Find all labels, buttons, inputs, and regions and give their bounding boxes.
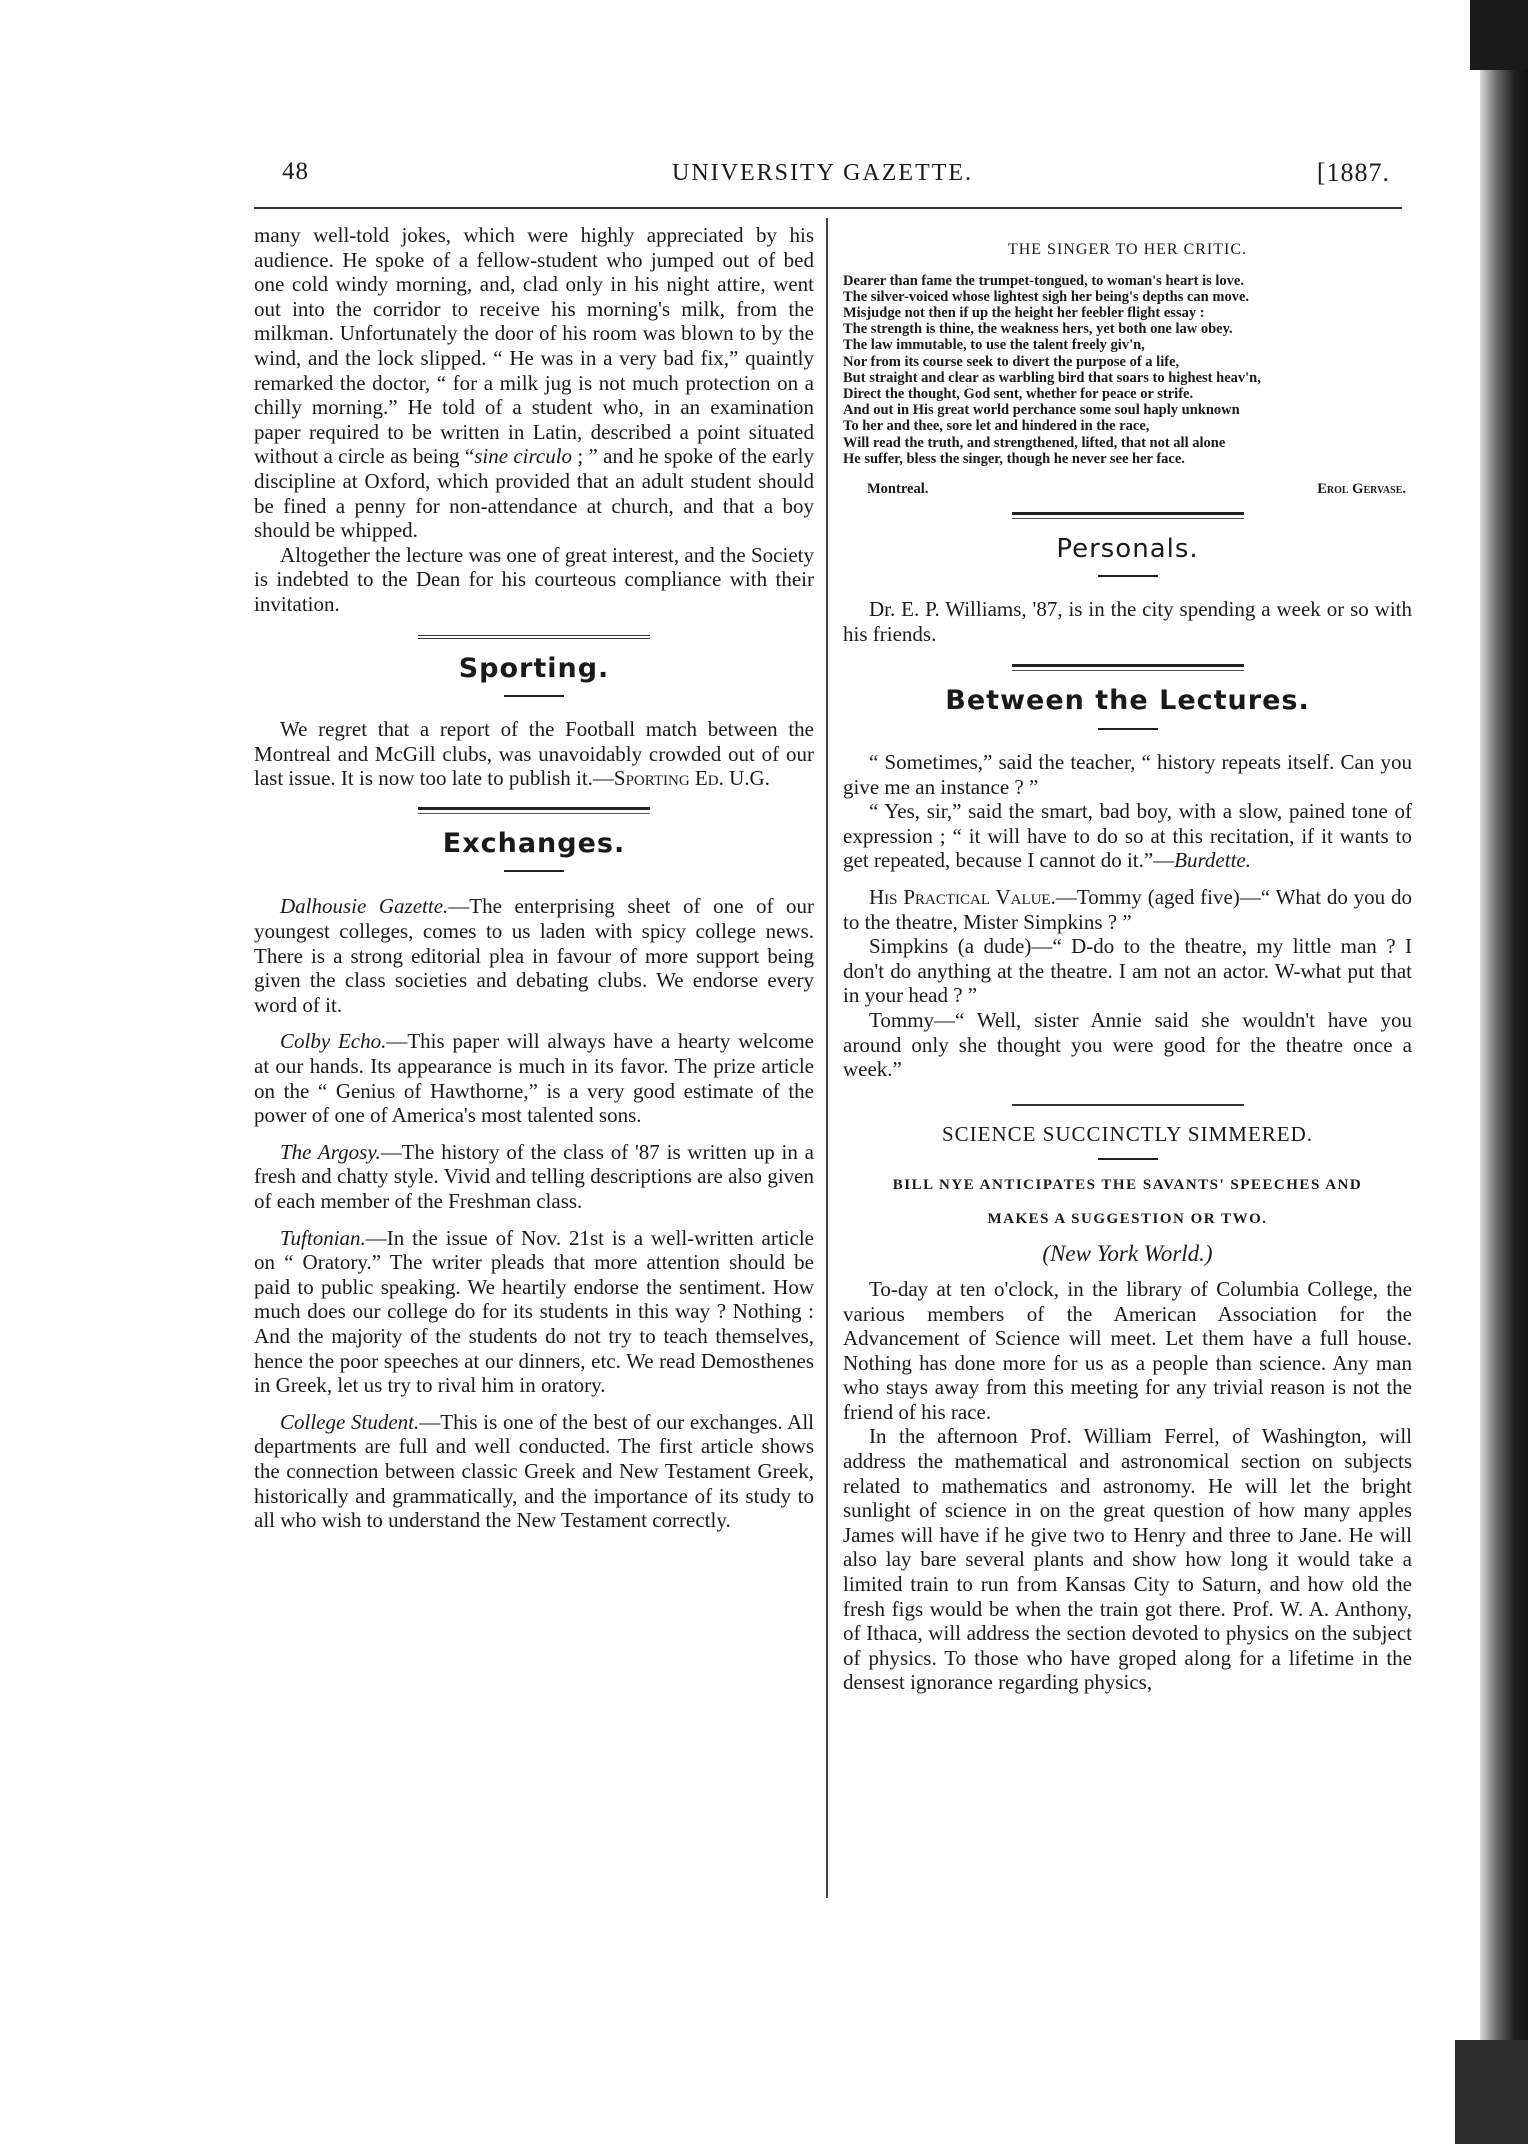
science-heading: SCIENCE SUCCINCTLY SIMMERED. — [941, 1121, 1314, 1146]
sporting-paragraph — [254, 717, 814, 791]
exchange-name: College Student. — [280, 1409, 420, 1434]
exchange-name: Tuftonian. — [280, 1225, 366, 1250]
poem-line: The silver-voiced whose lightest sigh her being's depths can move. — [843, 288, 1250, 305]
science-paragraph: To-day at ten o'clock, in the library of Columbia College, the various members of the American Association for the Advancement of Science will meet. Let them have a full house. Nothing has done more for us as a people than science. Any man who stays away from this meeting for any trivial reason is not the friend of his race. — [843, 1276, 1412, 1424]
science-subheading: MAKES A SUGGESTION OR TWO. — [987, 1211, 1268, 1228]
poem-line: To her and thee, sore let and hindered in the race, — [843, 418, 1150, 435]
poem-signature — [867, 477, 1406, 502]
lectures-text: “ Yes, sir,” said the smart, bad boy, with a slow, pained tone of expression ; “ it will have to do so at this recitation, if it wants to get repeated, because I cannot do it.”— — [843, 799, 1412, 873]
personals-heading: Personals. — [1056, 533, 1199, 564]
poem-place: Montreal. — [867, 481, 929, 498]
science-paragraph: In the afternoon Prof. William Ferrel, of Washington, will address the mathematical and astronomical section on subjects related to mathematics and astronomy. He will let the bright sunlight of science in on the great question of how many apples James will have if he give two to Henry and three to Jane. He will also lay bare several plants and show how long it would take a limited train to run from Kansas City to Saturn, and how old the fresh figs would be when the train got there. Prof. W. A. Anthony, of Ithaca, will address the section devoted to physics on the subject of physics. To those who have groped along for a lifetime in the densest ignorance regarding physics, — [843, 1424, 1412, 1695]
poem-title: THE SINGER TO HER CRITIC. — [1007, 241, 1248, 258]
left-column — [254, 223, 814, 1533]
poem-line: Misjudge not then if up the height her feebler flight essay : — [843, 305, 1205, 321]
sporting-signature: Sporting Ed. U.G. — [613, 766, 770, 791]
section-rule — [418, 635, 650, 639]
poem-body — [843, 273, 1412, 467]
exchange-name: Colby Echo. — [280, 1029, 387, 1054]
poem-author: Erol Gervase. — [1317, 481, 1406, 498]
section-rule — [1012, 1104, 1244, 1106]
sporting-text: We regret that a report of the Football match between the Montreal and McGill clubs, was unavoidably crowded out of our last issue. It is now too late to publish it.— — [254, 717, 814, 791]
exchange-text: —This is one of the best of our exchanges. All departments are full and well conducted. The first article shows the connection between classic Greek and New Testament Greek, historically and grammatically, and the importance of its study to all who wish to understand the New Testament correctly. — [254, 1409, 814, 1533]
quote-source: Burdette. — [1174, 848, 1251, 873]
poem-line: And out in His great world perchance some soul haply unknown — [843, 402, 1240, 419]
exchange-text: —This paper will always have a hearty welcome at our hands. Its appearance is much in its favor. The prize article on the “ Genius of Hawthorne,” is a very good estimate of the power of one of America's most talented sons. — [254, 1029, 814, 1128]
exchange-entry — [254, 1226, 814, 1398]
poem-line: Nor from its course seek to divert the purpose of a life, — [843, 353, 1180, 370]
column-divider — [826, 218, 828, 1898]
exchange-entry — [254, 894, 814, 1017]
poem-line: Dearer than fame the trumpet-tongued, to woman's heart is love. — [843, 272, 1244, 289]
anecdote-title: His Practical Value. — [869, 884, 1056, 909]
latin-phrase: sine circulo — [474, 444, 573, 469]
lecture-report-text-end: ; ” and he spoke of the early discipline at Oxford, which provided that an adult student should be fined a penny for non-attendance at church, and that a boy should be whipped. — [254, 444, 814, 543]
section-rule — [418, 807, 650, 814]
lecture-closing-paragraph: Altogether the lecture was one of great interest, and the Society is indebted to the Dean for his courteous compliance with their invitation. — [254, 542, 814, 616]
science-subheading: BILL NYE ANTICIPATES THE SAVANTS' SPEECHES AND — [892, 1177, 1363, 1194]
page-edge-shadow — [1470, 0, 1528, 70]
poem-line: But straight and clear as warbling bird that soars to highest heav'n, — [843, 369, 1261, 386]
right-column — [843, 232, 1412, 1695]
lectures-paragraph: Simpkins (a dude)—“ D-do to the theatre, my little man ? I don't do anything at the theatre. I am not an actor. W-what put that in your head ? ” — [843, 934, 1412, 1008]
exchange-text: —The history of the class of '87 is written up in a fresh and chatty style. Vivid and telling descriptions are also given of each member of the Freshman class. — [254, 1139, 814, 1213]
exchange-text: —In the issue of Nov. 21st is a well-written article on “ Oratory.” The writer pleads that more attention should be paid to public speaking. We heartily endorse the sentiment. How much does our college do for its students in this way ? Nothing : And the majority of the students do not try to teach themselves, hence the poor speeches at our dinners, etc. We read Demosthenes in Greek, let us try to rival him in oratory. — [254, 1225, 814, 1398]
lectures-paragraph — [843, 885, 1412, 934]
exchange-entry — [254, 1029, 814, 1127]
page-edge-shadow — [1455, 2040, 1528, 2144]
page-number: 48 — [282, 158, 309, 185]
header-rule — [254, 207, 1402, 209]
lectures-paragraph: Tommy—“ Well, sister Annie said she wouldn't have you around only she thought you were good for the theatre once a week.” — [843, 1007, 1412, 1082]
section-rule — [1012, 512, 1244, 519]
exchange-entry — [254, 1140, 814, 1214]
science-source: (New York World.) — [1042, 1241, 1213, 1267]
exchanges-heading: Exchanges. — [442, 827, 626, 859]
poem-line: Direct the thought, God sent, whether for peace or strife. — [843, 386, 1194, 403]
lecture-report-paragraph — [254, 223, 814, 543]
lectures-heading: Between the Lectures. — [945, 685, 1310, 717]
page-edge-shadow — [1480, 0, 1528, 2144]
poem-line: The law immutable, to use the talent freely giv'n, — [843, 337, 1145, 354]
poem-line: The strength is thine, the weakness hers, yet both one law obey. — [843, 321, 1233, 338]
sporting-heading: Sporting. — [458, 652, 610, 684]
publication-title: UNIVERSITY GAZETTE. — [672, 160, 974, 186]
personals-paragraph: Dr. E. P. Williams, '87, is in the city spending a week or so with his friends. — [843, 597, 1412, 646]
lectures-text: —Tommy (aged five)—“ What do you do to the theatre, Mister Simpkins ? ” — [843, 884, 1412, 934]
exchange-text: —The enterprising sheet of one of our youngest colleges, comes to us laden with spicy college news. There is a strong editorial plea in favour of more support being given the class societies and debating clubs. We endorse every word of it. — [254, 894, 814, 1017]
exchange-name: Dalhousie Gazette. — [280, 894, 449, 919]
poem-line: He suffer, bless the singer, though he never see her face. — [843, 450, 1185, 467]
poem-line: Will read the truth, and strengthened, lifted, that not all alone — [843, 434, 1226, 451]
page-header — [282, 158, 1390, 198]
section-rule — [1012, 664, 1244, 671]
lectures-paragraph — [843, 799, 1412, 873]
lecture-report-text: many well-told jokes, which were highly appreciated by his audience. He spoke of a fellow-student who jumped out of bed one cold windy morning, and, clad only in his night attire, went out into the corridor to receive his morning's milk, from the milkman. Unfortunately the door of his room was blown to by the wind, and the lock slipped. “ He was in a very bad fix,” quaintly remarked the doctor, “ for a milk jug is not much protection on a chilly morning.” He told of a student who, in an examination paper required to be written in Latin, described a point situated without a circle as being “ — [254, 223, 814, 469]
exchange-name: The Argosy. — [280, 1139, 381, 1164]
exchange-entry — [254, 1410, 814, 1533]
lectures-paragraph: “ Sometimes,” said the teacher, “ history repeats itself. Can you give me an instance ? ” — [843, 750, 1412, 799]
publication-year: [1887. — [1316, 158, 1390, 187]
